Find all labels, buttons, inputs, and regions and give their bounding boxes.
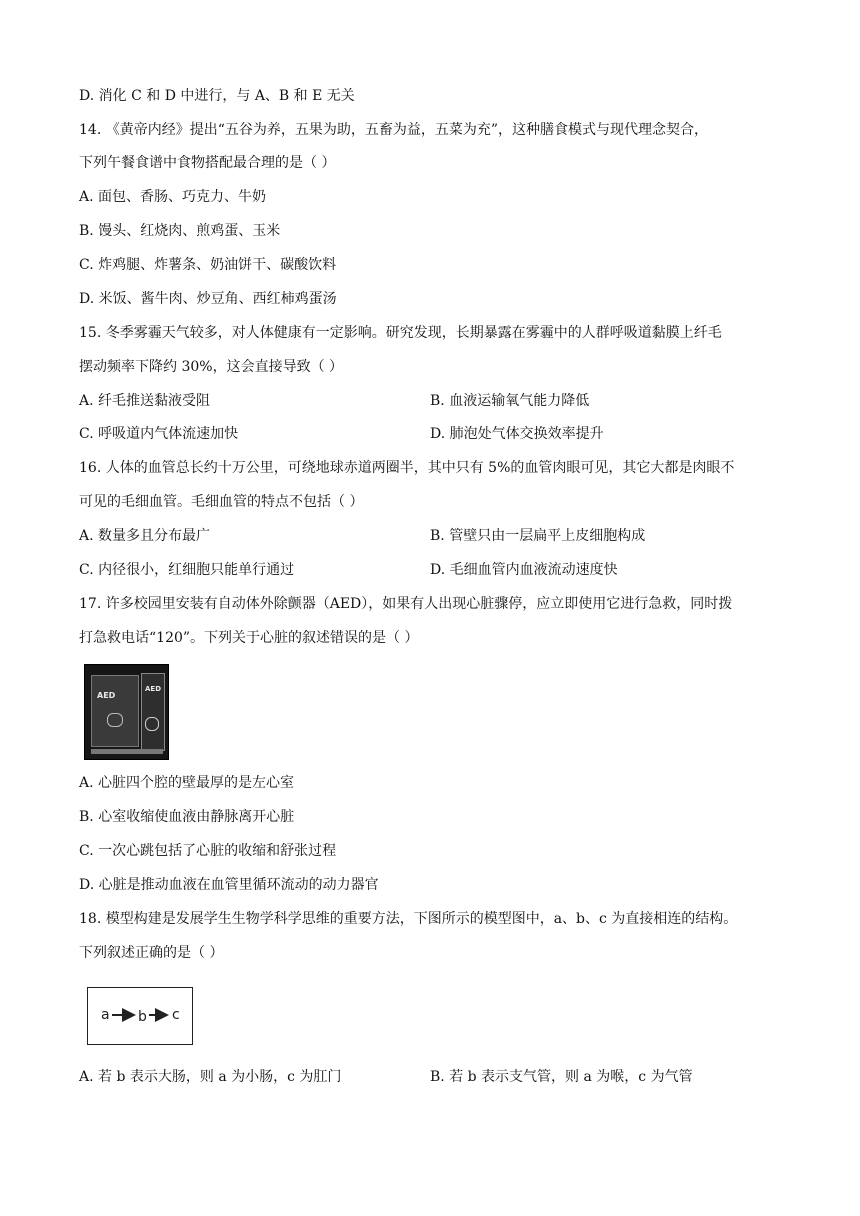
q14-stem-line2: 下列午餐食谱中食物搭配最合理的是（ ） [79, 155, 336, 171]
q16-option-d: D. 毛细血管内血液流动速度快 [430, 562, 618, 578]
model-node-a: a [101, 1007, 110, 1023]
model-node-b: b [138, 1009, 147, 1025]
q14-option-b: B. 馒头、红烧肉、煎鸡蛋、玉米 [79, 223, 281, 239]
aed-cabinet-image [84, 664, 169, 760]
q16-option-a: A. 数量多且分布最广 [79, 528, 211, 544]
q18-stem-line2: 下列叙述正确的是（ ） [79, 945, 224, 961]
q14-option-c: C. 炸鸡腿、炸薯条、奶油饼干、碳酸饮料 [79, 257, 337, 273]
q14-option-d: D. 米饭、酱牛肉、炒豆角、西红柿鸡蛋汤 [79, 291, 337, 307]
q17-stem-line2: 打急救电话“120”。下列关于心脏的叙述错误的是（ ） [79, 630, 419, 646]
aed-side-label: AED [145, 685, 162, 693]
heart-icon [107, 713, 123, 727]
model-node-c: c [172, 1007, 180, 1023]
q14-option-a: A. 面包、香肠、巧克力、牛奶 [79, 189, 267, 205]
q18-option-a: A. 若 b 表示大肠，则 a 为小肠，c 为肛门 [79, 1069, 342, 1085]
q16-option-c: C. 内径很小，红细胞只能单行通过 [79, 562, 295, 578]
q15-option-d: D. 肺泡处气体交换效率提升 [430, 426, 604, 442]
q15-option-b: B. 血液运输氧气能力降低 [430, 393, 590, 409]
q14-stem-line1: 14. 《黄帝内经》提出“五谷为养，五果为助，五畜为益，五菜为充”，这种膳食模式与现代理念契合， [79, 122, 709, 138]
model-diagram [87, 987, 193, 1045]
q13-option-d: D. 消化 C 和 D 中进行，与 A、B 和 E 无关 [79, 88, 355, 104]
q15-option-a: A. 纤毛推送黏液受阻 [79, 393, 211, 409]
aed-cabinet-base [91, 749, 163, 754]
q15-stem-line1: 15. 冬季雾霾天气较多，对人体健康有一定影响。研究发现，长期暴露在雾霾中的人群呼吸道黏膜上纤毛 [79, 325, 722, 341]
aed-label: AED [97, 691, 116, 700]
q17-option-d: D. 心脏是推动血液在血管里循环流动的动力器官 [79, 877, 379, 893]
q16-stem-line1: 16. 人体的血管总长约十万公里，可绕地球赤道两圈半，其中只有 5%的血管肉眼可见，其它大都是肉眼不 [79, 460, 735, 476]
q16-option-b: B. 管壁只由一层扁平上皮细胞构成 [430, 528, 646, 544]
q15-option-c: C. 呼吸道内气体流速加快 [79, 426, 239, 442]
q17-stem-line1: 17. 许多校园里安装有自动体外除颤器（AED），如果有人出现心脏骤停，应立即使用它进行急救，同时拨 [79, 596, 733, 612]
q18-stem-line1: 18. 模型构建是发展学生生物学科学思维的重要方法，下图所示的模型图中，a、b、c 为直接相连的结构。 [79, 911, 738, 927]
q15-stem-line2: 摆动频率下降约 30%，这会直接导致（ ） [79, 359, 344, 375]
aed-cabinet-door [91, 675, 139, 747]
heart-icon [145, 717, 159, 731]
q17-option-a: A. 心脏四个腔的壁最厚的是左心室 [79, 775, 295, 791]
q17-option-c: C. 一次心跳包括了心脏的收缩和舒张过程 [79, 843, 337, 859]
q16-stem-line2: 可见的毛细血管。毛细血管的特点不包括（ ） [79, 494, 364, 510]
q18-option-b: B. 若 b 表示支气管，则 a 为喉，c 为气管 [430, 1069, 693, 1085]
q17-option-b: B. 心室收缩使血液由静脉离开心脏 [79, 809, 295, 825]
